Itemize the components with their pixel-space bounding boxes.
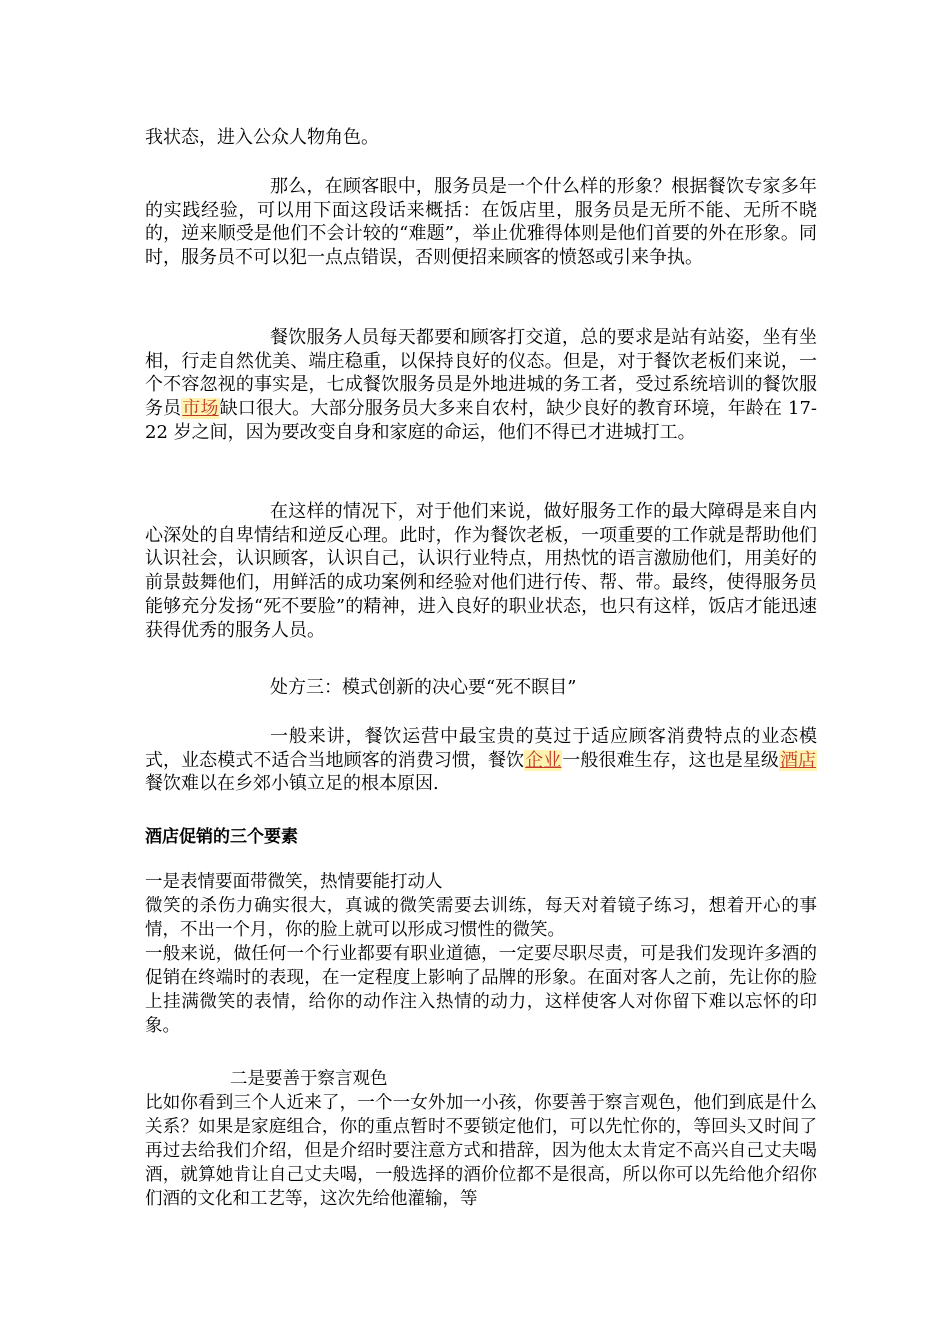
paragraph-5-text-b: 一般很难生存，这也是星级 (562, 749, 779, 771)
enterprise-link[interactable]: 企业 (525, 749, 562, 771)
prescription-heading: 处方三：模式创新的决心要“死不瞑目” (270, 677, 577, 698)
section-one (145, 870, 817, 1038)
paragraph-0: 我状态，进入公众人物角色。 (145, 127, 379, 148)
paragraph-1: 那么，在顾客眼中，服务员是一个什么样的形象？根据餐饮专家多年的实践经验，可以用下面这段话来概括：在饭店里，服务员是无所不能、无所不晓的，逆来顺受是他们不会计较的“难题”，举止优雅得体则是他们首要的外在形象。同时，服务员不可以犯一点点错误，否则便招来顾客的愤怒或引来争执。 (145, 176, 817, 269)
paragraph-5-text-a: 一般来讲，餐饮运营中最宝贵的莫过于适应顾客消费特点的业态模式，业态模式不适合当地顾客的消费习惯，餐饮 (145, 726, 817, 771)
section-heading: 酒店促销的三个要素 (145, 827, 298, 847)
paragraph-2-text-b: 缺口很大。大部分服务员大多来自农村，缺少良好的教育环境，年龄在 17-22 岁之间，因为要改变自身和家庭的命运，他们不得已才进城打工。 (145, 398, 817, 443)
paragraph-2-text-a: 餐饮服务人员每天都要和顾客打交道，总的要求是站有站姿，坐有坐相，行走自然优美、端庄稳重，以保持良好的仪态。但是，对于餐饮老板们来说，一个不容忽视的事实是，七成餐饮服务员是外地进城的务工者，受过系统培训的餐饮服务员 (145, 327, 817, 420)
paragraph-2 (145, 326, 817, 445)
market-link[interactable]: 市场 (182, 398, 219, 420)
paragraph-5 (145, 725, 817, 796)
hotel-link[interactable]: 酒店 (779, 749, 817, 771)
section-two-paragraph-1: 比如你看到三个人近来了，一个一女外加一小孩，你要善于察言观色，他们到底是什么关系？如果是家庭组合，你的重点暂时不要锁定他们，可以先忙你的，等回头又时间了再过去给我们介绍，但是介绍时要注意方式和措辞，因为他太太肯定不高兴自己丈夫喝酒，就算她肯让自己丈夫喝，一般选择的酒价位都不是很高，所以你可以先给他介绍你们酒的文化和工艺等，这次先给他灌输，等 (145, 1093, 817, 1209)
section-one-title: 一是表情要面带微笑，热情要能打动人 (145, 872, 443, 892)
paragraph-5-text-c: 餐饮难以在乡郊小镇立足的根本原因. (145, 773, 439, 795)
section-one-paragraph-1: 微笑的杀伤力确实很大，真诚的微笑需要去训练，每天对着镜子练习，想着开心的事情，不出一个月，你的脸上就可以形成习惯性的微笑。 (145, 896, 817, 940)
section-two-title: 二是要善于察言观色 (230, 1069, 388, 1089)
section-one-paragraph-2: 一般来说，做任何一个行业都要有职业道德，一定要尽职尽责，可是我们发现许多酒的促销在终端时的表现，在一定程度上影响了品牌的形象。在面对客人之前，先让你的脸上挂满微笑的表情，给你的动作注入热情的动力，这样使客人对你留下难以忘怀的印象。 (145, 944, 817, 1036)
paragraph-3: 在这样的情况下，对于他们来说，做好服务工作的最大障碍是来自内心深处的自卑情结和逆反心理。此时，作为餐饮老板，一项重要的工作就是帮助他们认识社会，认识顾客，认识自己，认识行业特点，用热忱的语言激励他们，用美好的前景鼓舞他们，用鲜活的成功案例和经验对他们进行传、帮、带。最终，使得服务员能够充分发扬“死不要脸”的精神，进入良好的职业状态，也只有这样，饭店才能迅速获得优秀的服务人员。 (145, 501, 817, 641)
